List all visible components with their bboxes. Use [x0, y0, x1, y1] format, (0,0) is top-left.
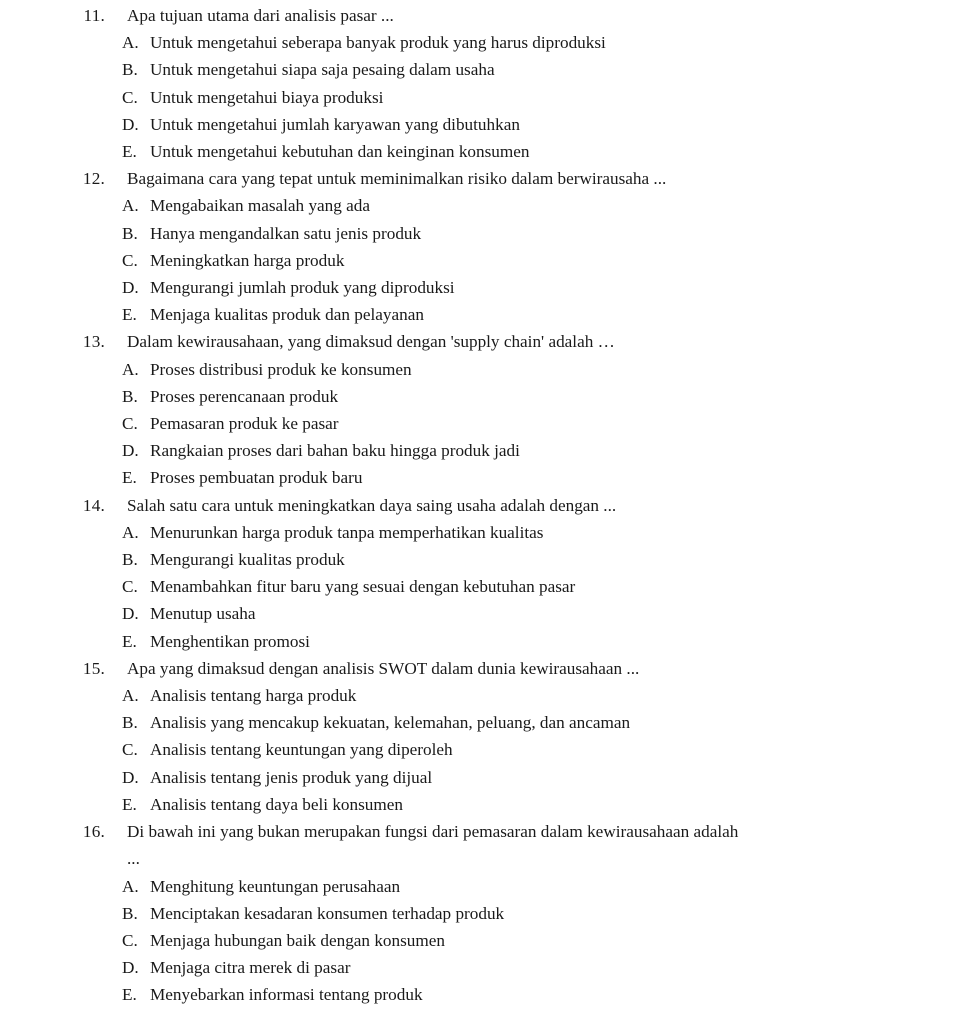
option-text: Untuk mengetahui seberapa banyak produk yang harus diproduksi: [150, 33, 606, 53]
option-text: Analisis tentang harga produk: [150, 686, 357, 706]
question-stem: Bagaimana cara yang tepat untuk meminimalkan risiko dalam berwirausaha ...: [127, 169, 667, 189]
option-letter: B.: [122, 903, 138, 923]
option-text: Mengabaikan masalah yang ada: [150, 196, 371, 216]
option-text: Menghentikan promosi: [150, 631, 310, 651]
option-letter: B.: [122, 60, 138, 80]
option-letter: E.: [122, 985, 137, 1005]
question-item: [0, 655, 973, 818]
option-text: Menurunkan harga produk tanpa memperhatikan kualitas: [150, 522, 544, 542]
option-item[interactable]: [122, 981, 973, 1008]
option-item[interactable]: [122, 437, 973, 464]
option-letter: C.: [122, 577, 138, 597]
option-list: [122, 192, 973, 328]
option-text: Untuk mengetahui biaya produksi: [150, 87, 384, 107]
question-stem: Apa tujuan utama dari analisis pasar ...: [127, 6, 394, 25]
option-text: Untuk mengetahui jumlah karyawan yang dibutuhkan: [150, 114, 520, 134]
option-letter: E.: [122, 468, 137, 488]
option-item[interactable]: [122, 29, 973, 56]
question-number: 15.: [82, 658, 105, 678]
option-text: Analisis tentang daya beli konsumen: [150, 794, 403, 814]
option-text: Menciptakan kesadaran konsumen terhadap produk: [150, 903, 505, 923]
option-item[interactable]: [122, 600, 973, 627]
option-letter: A.: [122, 359, 139, 379]
question-number: 16.: [82, 822, 105, 842]
option-item[interactable]: [122, 791, 973, 818]
option-text: Menyebarkan informasi tentang produk: [150, 985, 423, 1005]
option-text: Mengurangi kualitas produk: [150, 550, 345, 570]
option-letter: D.: [122, 958, 139, 978]
question-stem: Di bawah ini yang bukan merupakan fungsi dari pemasaran dalam kewirausahaan adalah: [127, 822, 739, 842]
option-text: Analisis tentang jenis produk yang dijual: [150, 767, 433, 787]
option-text: Pemasaran produk ke pasar: [150, 414, 339, 434]
option-text: Menjaga kualitas produk dan pelayanan: [150, 305, 424, 325]
option-list: [122, 356, 973, 492]
question-item: [0, 328, 973, 491]
option-text: Menjaga citra merek di pasar: [150, 958, 351, 978]
option-letter: A.: [122, 196, 139, 216]
option-item[interactable]: [122, 56, 973, 83]
option-item[interactable]: [122, 954, 973, 981]
option-letter: D.: [122, 441, 139, 461]
option-list: [122, 519, 973, 655]
option-text: Proses distribusi produk ke konsumen: [150, 359, 412, 379]
option-list: [122, 873, 973, 1009]
option-item[interactable]: [122, 709, 973, 736]
option-item[interactable]: [122, 247, 973, 274]
option-letter: D.: [122, 114, 139, 134]
option-text: Proses pembuatan produk baru: [150, 468, 363, 488]
option-item[interactable]: [122, 274, 973, 301]
option-list: [122, 682, 973, 818]
option-item[interactable]: [122, 519, 973, 546]
option-letter: A.: [122, 686, 139, 706]
option-letter: C.: [122, 250, 138, 270]
question-number: 12.: [82, 169, 105, 189]
question-stem: Dalam kewirausahaan, yang dimaksud dengan 'supply chain' adalah …: [127, 332, 615, 352]
option-item[interactable]: [122, 356, 973, 383]
option-text: Rangkaian proses dari bahan baku hingga produk jadi: [150, 441, 520, 461]
option-letter: A.: [122, 522, 139, 542]
option-text: Analisis yang mencakup kekuatan, kelemahan, peluang, dan ancaman: [150, 713, 631, 733]
option-item[interactable]: [122, 301, 973, 328]
question-item: [0, 165, 973, 328]
option-letter: B.: [122, 223, 138, 243]
question-item: [0, 818, 973, 1008]
option-letter: D.: [122, 278, 139, 298]
option-item[interactable]: [122, 410, 973, 437]
option-item[interactable]: [122, 764, 973, 791]
option-item[interactable]: [122, 138, 973, 165]
option-text: Untuk mengetahui siapa saja pesaing dalam usaha: [150, 60, 495, 80]
option-letter: E.: [122, 142, 137, 162]
option-letter: B.: [122, 386, 138, 406]
option-text: Meningkatkan harga produk: [150, 250, 345, 270]
option-letter: D.: [122, 604, 139, 624]
question-stem: Salah satu cara untuk meningkatkan daya saing usaha adalah dengan ...: [127, 495, 617, 515]
option-item[interactable]: [122, 84, 973, 111]
option-text: Menghitung keuntungan perusahaan: [150, 876, 401, 896]
option-item[interactable]: [122, 464, 973, 491]
option-text: Proses perencanaan produk: [150, 386, 339, 406]
question-stem: Apa yang dimaksud dengan analisis SWOT dalam dunia kewirausahaan ...: [127, 658, 640, 678]
option-letter: E.: [122, 305, 137, 325]
option-item[interactable]: [122, 682, 973, 709]
option-text: Menjaga hubungan baik dengan konsumen: [150, 930, 445, 950]
question-stem-continuation: ...: [127, 849, 140, 869]
option-letter: A.: [122, 876, 139, 896]
option-letter: E.: [122, 631, 137, 651]
option-letter: D.: [122, 767, 139, 787]
option-item[interactable]: [122, 546, 973, 573]
option-text: Menutup usaha: [150, 604, 256, 624]
question-number: 14.: [82, 495, 105, 515]
option-item[interactable]: [122, 873, 973, 900]
option-letter: C.: [122, 740, 138, 760]
option-item[interactable]: [122, 736, 973, 763]
option-item[interactable]: [122, 927, 973, 954]
question-item: [0, 492, 973, 655]
option-letter: C.: [122, 87, 138, 107]
option-item[interactable]: [122, 383, 973, 410]
option-list: [122, 29, 973, 165]
option-item[interactable]: [122, 220, 973, 247]
option-letter: E.: [122, 794, 137, 814]
option-item[interactable]: [122, 192, 973, 219]
option-letter: C.: [122, 930, 138, 950]
option-item[interactable]: [122, 573, 973, 600]
question-number: 11.: [83, 6, 105, 25]
question-list: [0, 2, 973, 1009]
option-letter: B.: [122, 713, 138, 733]
option-letter: C.: [122, 414, 138, 434]
option-text: Analisis tentang keuntungan yang diperoleh: [150, 740, 453, 760]
question-number: 13.: [82, 332, 105, 352]
option-text: Untuk mengetahui kebutuhan dan keinginan konsumen: [150, 142, 530, 162]
option-text: Menambahkan fitur baru yang sesuai dengan kebutuhan pasar: [150, 577, 576, 597]
option-text: Mengurangi jumlah produk yang diproduksi: [150, 278, 455, 298]
option-text: Hanya mengandalkan satu jenis produk: [150, 223, 422, 243]
option-item[interactable]: [122, 900, 973, 927]
option-item[interactable]: [122, 628, 973, 655]
option-letter: B.: [122, 550, 138, 570]
question-item: [0, 2, 973, 165]
option-item[interactable]: [122, 111, 973, 138]
option-letter: A.: [122, 33, 139, 53]
